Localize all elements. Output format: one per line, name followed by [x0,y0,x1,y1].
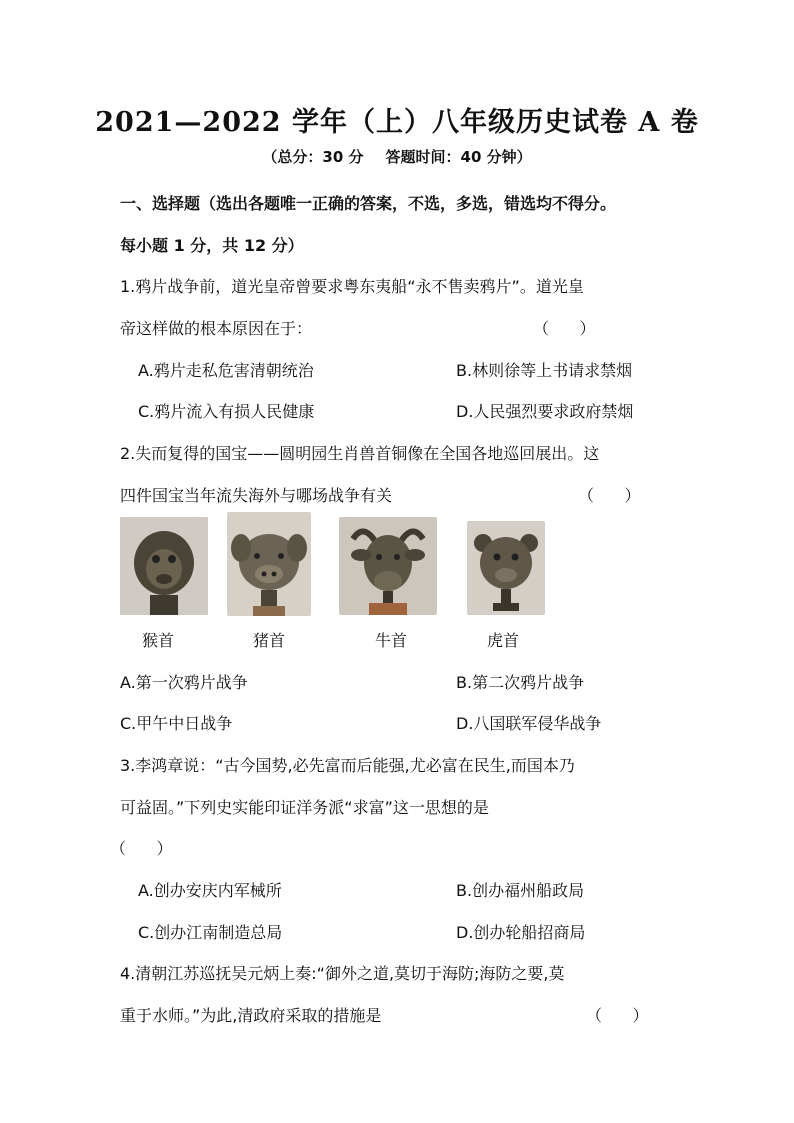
q3-option-b[interactable]: B.创办福州船政局 [456,881,585,900]
q2-stem-line2: 四件国宝当年流失海外与哪场战争有关 [120,486,393,505]
q1-stem-line2: 帝这样做的根本原因在于： [120,319,313,338]
q3-option-a[interactable]: A.创办安庆内军械所 [138,881,282,900]
q3-option-d[interactable]: D.创办轮船招商局 [456,923,586,942]
q1-option-d[interactable]: D.人民强烈要求政府禁烟 [456,402,634,421]
q3-stem-line1: 3.李鸿章说：“古今国势,必先富而后能强,尤必富在民生,而国本乃 [120,756,575,775]
monkey-head-bronze-icon [120,517,208,615]
q1-stem-line1: 1.鸦片战争前，道光皇帝曾要求粤东夷船“永不售卖鸦片”。道光皇 [120,277,584,296]
caption-tiger-head: 虎首 [486,631,519,650]
q3-stem-line2: 可益固。”下列史实能印证洋务派“求富”这一思想的是 [120,798,489,817]
q4-answer-blank[interactable]: （ ） [586,1006,649,1025]
q2-option-d[interactable]: D.八国联军侵华战争 [456,714,602,733]
q2-option-a[interactable]: A.第一次鸦片战争 [120,673,248,692]
q2-option-b[interactable]: B.第二次鸦片战争 [456,673,585,692]
q1-option-c[interactable]: C.鸦片流入有损人民健康 [138,402,315,421]
q1-option-b[interactable]: B.林则徐等上书请求禁烟 [456,361,633,380]
section-heading-line1: 一、选择题（选出各题唯一正确的答案，不选，多选，错选均不得分。 [120,194,617,213]
q4-stem-line2: 重于水师。”为此,清政府采取的措施是 [120,1006,382,1025]
ox-head-bronze-icon [339,517,437,615]
answer-time: 答题时间：40 分钟） [385,148,532,166]
pig-head-bronze-icon [227,512,311,616]
tiger-head-bronze-icon [467,521,545,615]
section-heading-line2: 每小题 1 分，共 12 分） [120,236,304,255]
q3-option-c[interactable]: C.创办江南制造总局 [138,923,283,942]
exam-subtitle [0,146,794,167]
caption-monkey-head: 猴首 [141,631,174,650]
q1-option-a[interactable]: A.鸦片走私危害清朝统治 [138,361,314,380]
q4-stem-line1: 4.清朝江苏巡抚吴元炳上奏:“御外之道,莫切于海防;海防之要,莫 [120,964,565,983]
caption-ox-head: 牛首 [374,631,407,650]
caption-pig-head: 猪首 [252,631,285,650]
q2-answer-blank[interactable]: （ ） [578,486,641,505]
exam-title: 2021—2022 学年（上）八年级历史试卷 A 卷 [95,107,699,138]
q2-stem-line1: 2.失而复得的国宝——圆明园生肖兽首铜像在全国各地巡回展出。这 [120,444,600,463]
q2-option-c[interactable]: C.甲午中日战争 [120,714,233,733]
q3-answer-blank[interactable]: （ ） [110,839,173,858]
q1-answer-blank[interactable]: （ ） [533,319,596,338]
total-score: （总分：30 分 [262,148,364,166]
